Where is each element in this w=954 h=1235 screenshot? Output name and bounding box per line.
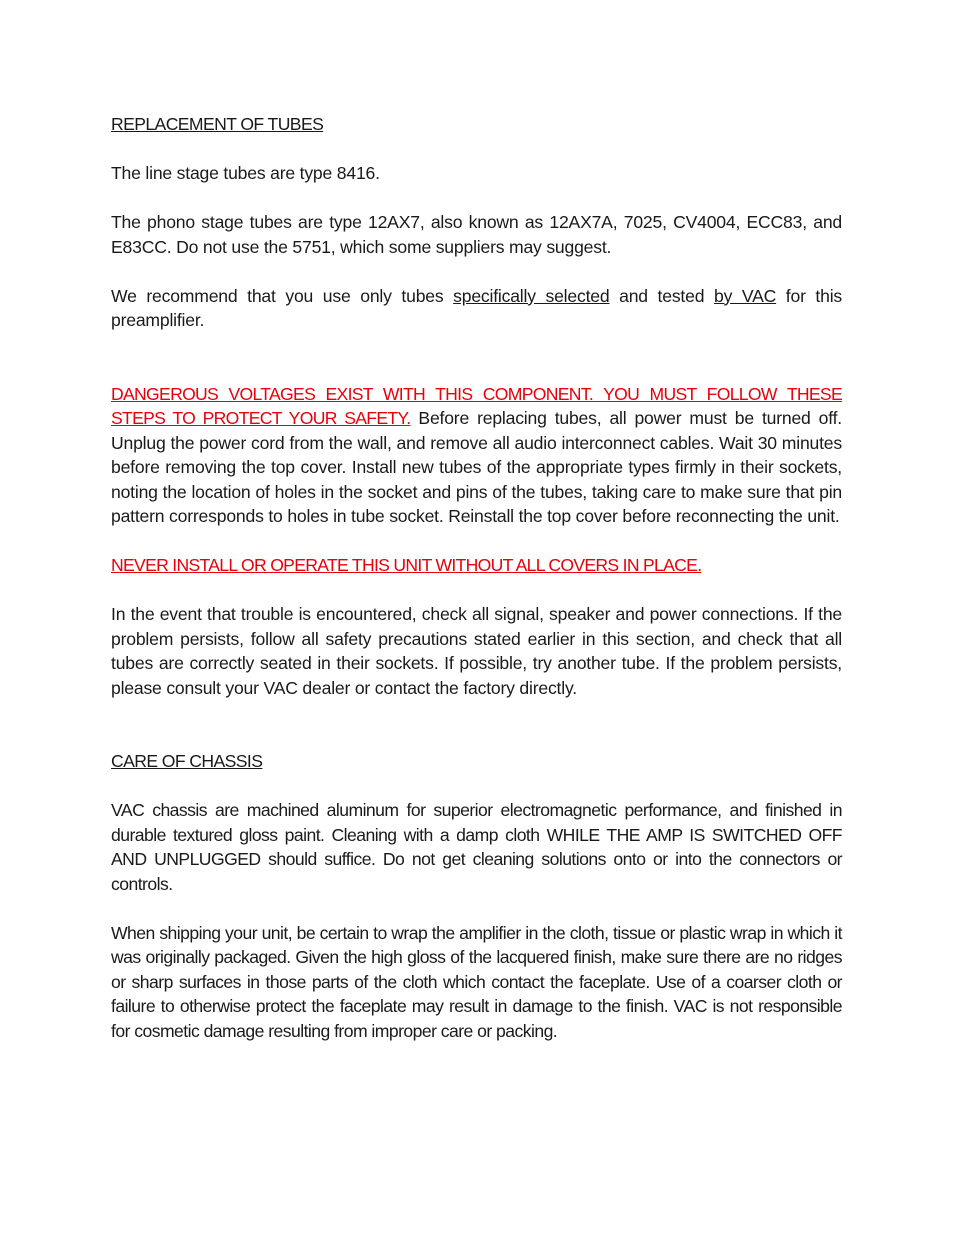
recommendation-text-a: We recommend that you use only tubes — [111, 285, 454, 306]
paragraph-chassis-care: VAC chassis are machined aluminum for superior electromagnetic performance, and finished in durable textured gloss paint. Cleaning with a damp cloth WHILE THE AMP IS SWITCHED OFF AND UNPLUGGED should suffice. Do not get cleaning solutions onto or into the connectors or controls. — [111, 800, 842, 894]
paragraph-shipping: When shipping your unit, be certain to wrap the amplifier in the cloth, tissue or plastic wrap in which it was originally packaged. Given the high gloss of the lacquered finish, make sure there are no ridges or sharp surfaces in those parts of the cloth which contact the faceplate. Use of a coarser cloth or failure to otherwise protect the faceplate may result in damage to the finish. VAC is not responsible for cosmetic damage resulting from improper care or packing. — [111, 922, 842, 1041]
never-operate-warning: NEVER INSTALL OR OPERATE THIS UNIT WITHOUT ALL COVERS IN PLACE. — [111, 555, 702, 575]
recommendation-text-b: and tested — [609, 285, 714, 306]
recommendation-text-c: for this preamplifier. — [111, 285, 843, 330]
safety-instructions-text: Before replacing tubes, all power must be turned off. Unplug the power cord from the wall, and remove all audio interconnect cables. Wait 30 minutes before removing the top cover. Install new tubes of the appropriate types firmly in their sockets, noting the location of holes in the socket and pins of the tubes, taking care to make sure that pin pattern corresponds to holes in tube socket. Reinstall the top cover before reconnecting the unit. — [111, 408, 842, 526]
dangerous-voltages-warning: DANGEROUS VOLTAGES EXIST WITH THIS COMPONENT. YOU MUST FOLLOW THESE STEPS TO PROTECT YOUR SAFETY. — [111, 383, 842, 428]
paragraph-safety-warning — [111, 382, 842, 529]
paragraph-line-stage-tubes: The line stage tubes are type 8416. — [111, 163, 380, 183]
paragraph-troubleshooting: In the event that trouble is encountered, check all signal, speaker and power connections. If the problem persists, follow all safety precautions stated earlier in this section, and check that all tubes are correctly seated in their sockets. If possible, try another tube. If the problem persists, please consult your VAC dealer or contact the factory directly. — [111, 604, 842, 698]
document-page — [111, 112, 842, 1043]
paragraph-recommendation — [111, 284, 842, 333]
heading-care-of-chassis: CARE OF CHASSIS — [111, 751, 263, 771]
by-vac-text: by VAC — [713, 285, 777, 306]
paragraph-phono-stage-tubes: The phono stage tubes are type 12AX7, also known as 12AX7A, 7025, CV4004, ECC83, and E83CC. Do not use the 5751, which some suppliers may suggest. — [111, 212, 842, 257]
specifically-selected-text: specifically selected — [453, 285, 610, 306]
heading-replacement-of-tubes: REPLACEMENT OF TUBES — [111, 114, 324, 134]
